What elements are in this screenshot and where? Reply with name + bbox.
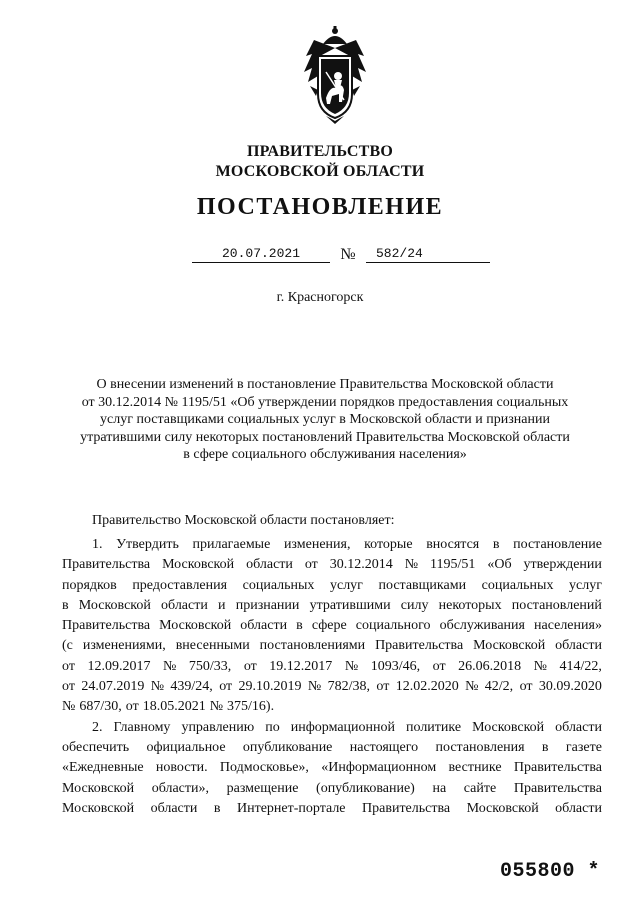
body-word: утратившими [309,597,391,613]
body-word: сайте [463,780,497,796]
body-line [62,677,602,697]
body-word: области [555,638,602,654]
body-word: по [265,719,280,735]
body-word: от [125,699,139,715]
body-word: 26.06.2018 [458,658,522,674]
number-sign: № [340,246,356,263]
body-word: от [304,557,318,573]
body-word: (с [62,638,73,654]
city-line: г. Красногорск [276,290,364,305]
body-word: 687/30, [79,699,122,715]
document-subject [60,376,590,464]
body-word: внесенными [175,638,250,654]
body-word: социальных [481,577,554,593]
subject-line: услуг поставщиками социальных услуг в Московской области и признании [100,412,550,427]
body-word: 2. [92,719,103,735]
body-word: Московской [62,800,135,816]
body-line [62,779,602,799]
body-word: области», [151,780,209,796]
subject-line: в сфере социального обслуживания населения» [183,447,467,462]
body-word: Московской [159,618,232,634]
body-word: прилагаемые [192,537,271,552]
body-word: 29.10.2019 [238,679,302,695]
body-word: № [163,658,177,674]
body-word: от [62,658,75,674]
body-word: силу [400,597,429,613]
body-word: информационной [290,719,396,735]
body-word: 1195/51 [430,557,476,573]
body-word: постановлений [511,597,602,613]
body-word: в [213,800,221,816]
body-word: «Ежедневные [62,760,144,776]
body-word: области [161,597,208,613]
body-word: Московской [473,638,546,654]
body-word: Московской [62,780,135,796]
body-word: «Информационном [321,760,437,776]
body-line [62,799,602,819]
body-line [62,555,602,575]
body-word: 42/2, [484,679,514,695]
body-word: постановление [513,537,602,552]
body-line [62,576,602,596]
body-line [62,596,602,616]
body-word: 439/24, [170,679,213,695]
body-word: № [209,699,224,715]
body-word: Правительства [62,618,151,634]
body-word: Интернет-портале [236,800,346,816]
body-word: обслуживания [439,618,525,634]
body-word: № [344,658,359,674]
body-word: 24.07.2019 [81,679,145,695]
body-word: изменения, [283,537,351,552]
body-word: от [243,658,257,674]
body-word: Московской [466,800,539,816]
coat-of-arms-emblem [296,26,374,126]
document-date: 20.07.2021 [192,246,330,263]
body-word: политике [406,719,462,735]
body-word: Утвердить [116,537,179,552]
body-word: № [533,658,547,674]
body-word: Правительства [62,557,151,573]
body-word: вестнике [448,760,502,776]
body-word: области [555,719,602,735]
body-line [62,616,602,636]
body-word: № [404,557,419,573]
body-word: 30.12.2014 [329,557,393,573]
body-line [62,697,602,717]
body-line [62,657,602,677]
body-word: от [62,679,75,695]
body-word: в [541,739,549,755]
body-word: области [240,618,288,634]
body-word: от [219,679,233,695]
body-word: газете [565,739,602,755]
document-type-title: ПОСТАНОВЛЕНИЕ [196,194,444,220]
body-word: Правительства [362,800,451,816]
body-word: в [492,537,500,552]
body-word: настоящего [349,739,419,755]
organization-name-line1: ПРАВИТЕЛЬСТВО [246,143,394,160]
body-word: 414/22, [559,658,602,674]
body-word: в [296,618,303,634]
body-word: 12.02.2020 [395,679,459,695]
body-word: 30.09.2020 [538,679,602,695]
body-word: от [519,679,533,695]
body-word: (опубликование) [316,780,415,796]
body-word: Московской [162,557,235,573]
body-word: 782/38, [327,679,370,695]
body-word: «Об [487,557,512,573]
document-body [62,535,602,819]
body-word: размещение [226,780,299,796]
body-word: Правительства [375,638,464,654]
body-word: 1. [92,537,103,552]
body-word: поставщиками [378,577,467,593]
serial-number-stamp: 055800 * [500,860,601,883]
body-word: и [218,597,226,613]
body-word: Московской [472,719,545,735]
body-word: № [150,679,165,695]
body-word: социальных [242,577,315,593]
subject-line: от 30.12.2014 № 1195/51 «Об утверждении порядков предоставления социальных [81,394,569,410]
body-line [62,738,602,758]
body-word: социального [355,618,431,634]
body-word: 375/16). [227,699,275,715]
resolution-intro: Правительство Московской области постановляет: [92,513,395,528]
body-word: Главному [113,719,171,735]
body-word: Подмосковье», [219,760,309,776]
document-number: 582/24 [366,246,490,263]
subject-line: утратившими силу некоторых постановлений Правительства Московской области [80,429,570,445]
body-word: № [465,679,479,695]
date-number-line [192,246,492,270]
subject-line: О внесении изменений в постановление Правительства Московской области [96,377,554,392]
body-line [62,535,602,555]
body-word: постановления [435,739,525,755]
body-word: от [376,679,390,695]
body-word: порядков [62,577,117,593]
body-word: управлению [181,719,255,735]
body-word: постановлениями [259,638,366,654]
body-word: Московской [78,597,151,613]
body-word: утверждении [523,557,602,573]
body-word: в [62,597,69,613]
body-word: некоторых [438,597,502,613]
body-line [62,718,602,738]
body-word: 19.12.2017 [269,658,333,674]
body-word: области [246,557,293,573]
body-word: предоставления [132,577,228,593]
body-word: Правительства [513,760,602,776]
body-word: изменениями, [82,638,166,654]
body-word: на [432,780,447,796]
body-word: новости. [155,760,208,776]
body-word: официальное [146,739,226,755]
body-word: 12.09.2017 [87,658,151,674]
body-word: области [555,800,602,816]
body-word: которые [364,537,413,552]
body-word: № [307,679,322,695]
body-word: 1093/46, [370,658,421,674]
organization-name-line2: МОСКОВСКОЙ ОБЛАСТИ [215,163,425,180]
body-word: населения» [534,618,602,634]
body-word: № [62,699,76,715]
body-line [62,636,602,656]
body-word: Правительства [513,780,602,796]
body-word: обеспечить [62,739,130,755]
body-word: вносятся [426,537,480,552]
body-word: 18.05.2021 [142,699,206,715]
body-word: 750/33, [188,658,232,674]
body-word: услуг [329,577,363,593]
body-word: опубликование [242,739,333,755]
body-word: услуг [569,577,602,593]
body-word: от [432,658,446,674]
body-line [62,758,602,778]
body-word: области [150,800,198,816]
body-word: признании [235,597,300,613]
body-word: сфере [311,618,347,634]
